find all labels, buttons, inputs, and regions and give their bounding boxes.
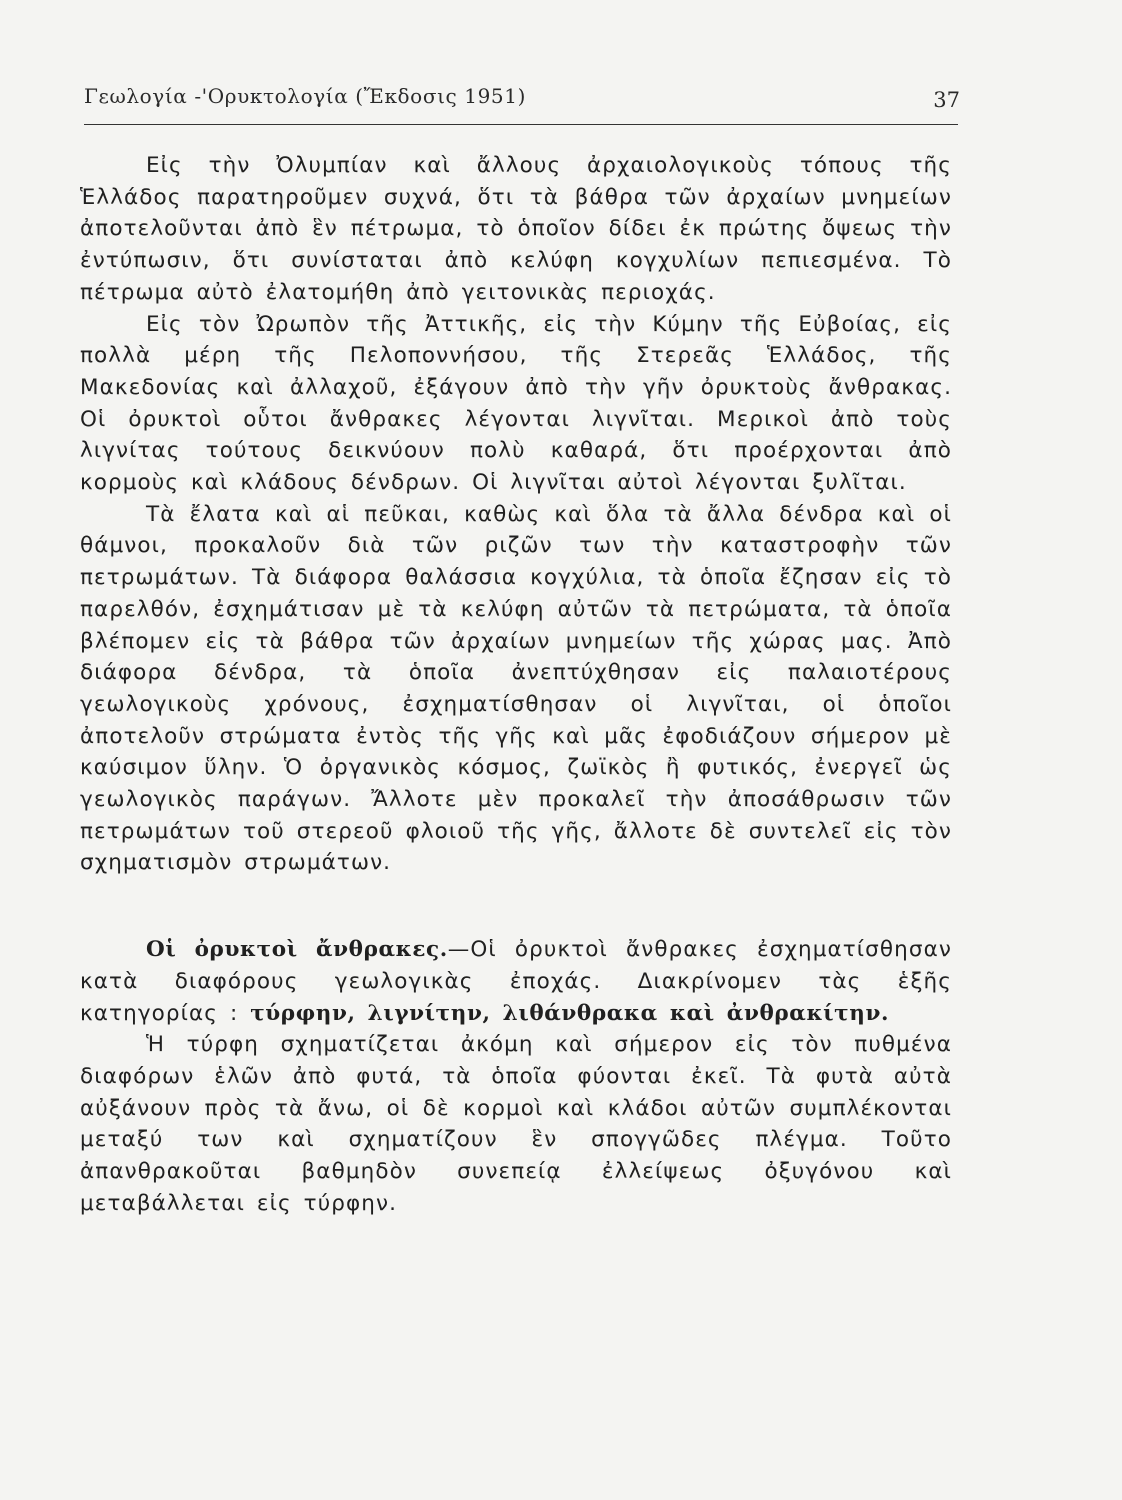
- page-number: 37: [933, 88, 960, 112]
- section-fossil-coal: [80, 934, 952, 1029]
- section-categories: τύρφην, λιγνίτην, λιθάνθρακα καὶ ἀνθρακίτην.: [250, 1000, 890, 1026]
- running-title: Γεωλογία -'Ορυκτολογία (Ἔκδοσις 1951): [84, 84, 526, 108]
- paragraph-organic-world: Τὰ ἔλατα καὶ αἱ πεῦκαι, καθὼς καὶ ὅλα τὰ ἄλλα δένδρα καὶ οἱ θάμνοι, προκαλοῦν διὰ τῶν ριζῶν των τὴν καταστροφὴν τῶν πετρωμάτων. Τὰ διάφορα θαλάσσια κογχύλια, τὰ ὁποῖα ἔζησαν εἰς τὸ παρελθόν, ἐσχημάτισαν μὲ τὰ κελύφη αὐτῶν τὰ πετρώματα, τὰ ὁποῖα βλέπομεν εἰς τὰ βάθρα τῶν ἀρχαίων μνημείων τῆς χώρας μας. Ἀπὸ διάφορα δένδρα, τὰ ὁποῖα ἀνεπτύχθησαν εἰς παλαιοτέρους γεωλογικοὺς χρόνους, ἐσχηματίσθησαν οἱ λιγνῖται, οἱ ὁποῖοι ἀποτελοῦν στρώματα ἐντὸς τῆς γῆς καὶ μᾶς ἐφοδιάζουν σήμερον μὲ καύσιμον ὕλην. Ὁ ὀργανικὸς κόσμος, ζωϊκὸς ἢ φυτικός, ἐνεργεῖ ὡς γεωλογικὸς παράγων. Ἄλλοτε μὲν προκαλεῖ τὴν ἀποσάθρωσιν τῶν πετρωμάτων τοῦ στερεοῦ φλοιοῦ τῆς γῆς, ἄλλοτε δὲ συντελεῖ εἰς τὸν σχηματισμὸν στρωμάτων.: [80, 501, 952, 876]
- paragraph-olympia: Εἰς τὴν Ὀλυμπίαν καὶ ἄλλους ἀρχαιολογικοὺς τόπους τῆς Ἑλλάδος παρατηροῦμεν συχνά, ὅτι τὰ βάθρα τῶν ἀρχαίων μνημείων ἀποτελοῦνται ἀπὸ ἓν πέτρωμα, τὸ ὁποῖον δίδει ἐκ πρώτης ὄψεως τὴν ἐντύπωσιν, ὅτι συνίσταται ἀπὸ κελύφη κογχυλίων πεπιεσμένα. Τὸ πέτρωμα αὐτὸ ἐλατομήθη ἀπὸ γειτονικὰς περιοχάς.: [80, 153, 952, 305]
- section-heading: Οἱ ὀρυκτοὶ ἄνθρακες.: [146, 937, 448, 963]
- page-header: [84, 82, 960, 122]
- paragraph-lignite: Εἰς τὸν Ὠρωπὸν τῆς Ἀττικῆς, εἰς τὴν Κύμην τῆς Εὐβοίας, εἰς πολλὰ μέρη τῆς Πελοποννήσου, τῆς Στερεᾶς Ἑλλάδος, τῆς Μακεδονίας καὶ ἀλλαχοῦ, ἐξάγουν ἀπὸ τὴν γῆν ὀρυκτοὺς ἄνθρακας. Οἱ ὀρυκτοὶ οὗτοι ἄνθρακες λέγονται λιγνῖται. Μερικοὶ ἀπὸ τοὺς λιγνίτας τούτους δεικνύουν πολὺ καθαρά, ὅτι προέρχονται ἀπὸ κορμοὺς καὶ κλάδους δένδρων. Οἱ λιγνῖται αὐτοὶ λέγονται ξυλῖται.: [80, 311, 952, 496]
- section-intro: —Οἱ ὀρυκτοὶ ἄνθρακες ἐσχηματίσθησαν κατὰ διαφόρους γεωλογικὰς ἐποχάς. Διακρίνομεν τὰς ἑξῆς κατηγορίας :: [80, 937, 952, 1026]
- body-text: [80, 150, 952, 1220]
- header-rule: [84, 124, 958, 125]
- paragraph-peat: Ἡ τύρφη σχηματίζεται ἀκόμη καὶ σήμερον εἰς τὸν πυθμένα διαφόρων ἑλῶν ἀπὸ φυτά, τὰ ὁποῖα φύονται ἐκεῖ. Τὰ φυτὰ αὐτὰ αὐξάνουν πρὸς τὰ ἄνω, οἱ δὲ κορμοὶ καὶ κλάδοι αὐτῶν συμπλέκονται μεταξύ των καὶ σχηματίζουν ἓν σπογγῶδες πλέγμα. Τοῦτο ἀπανθρακοῦται βαθμηδὸν συνεπείᾳ ἐλλείψεως ὀξυγόνου καὶ μεταβάλλεται εἰς τύρφην.: [80, 1032, 952, 1216]
